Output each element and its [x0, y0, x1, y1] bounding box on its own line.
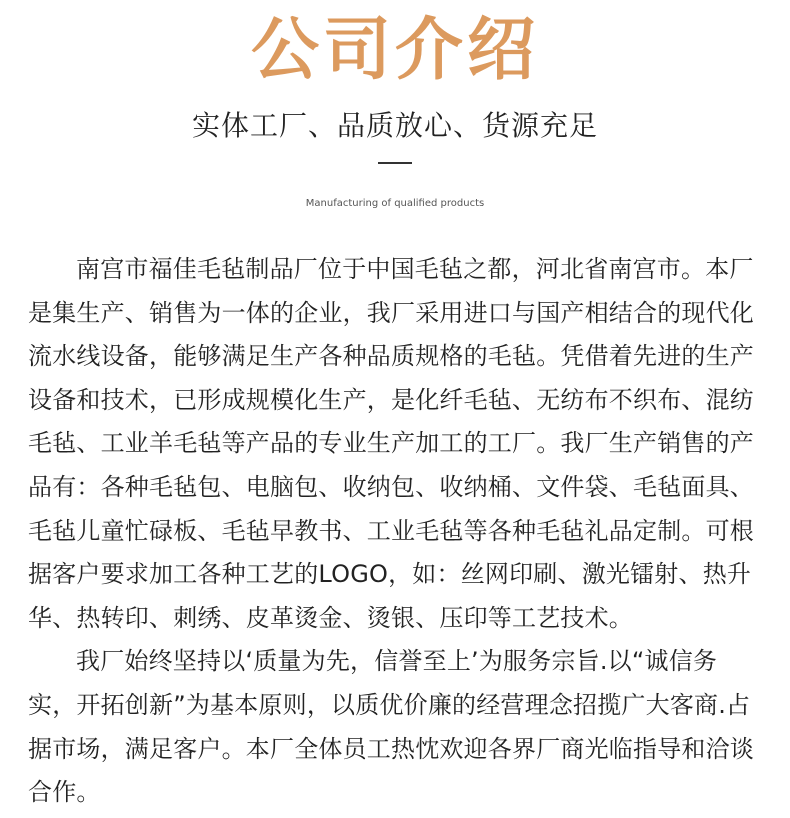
intro-paragraph-1: [28, 248, 768, 640]
text-line: 实，开拓创新”为基本原则，以质优价廉的经营理念招揽广大客商.占: [28, 690, 751, 719]
text-line: 据市场，满足客户。本厂全体员工热忱欢迎各界厂商光临指导和洽谈: [28, 734, 754, 763]
text-line: 是集生产、销售为一体的企业，我厂采用进口与国产相结合的现代化: [28, 298, 754, 327]
text-line: 合作。: [28, 778, 101, 807]
page-subtitle: 实体工厂、品质放心、货源充足: [191, 109, 598, 142]
text-line: 华、热转印、刺绣、皮革烫金、烫银、压印等工艺技术。: [28, 603, 633, 632]
company-intro-body: [28, 248, 768, 815]
text-line: 毛毡、工业羊毛毡等产品的专业生产加工的工厂。我厂生产销售的产: [28, 429, 754, 458]
intro-paragraph-2: [28, 640, 768, 814]
text-line: 流水线设备，能够满足生产各种品质规格的毛毡。凭借着先进的生产: [28, 342, 754, 371]
text-line: 我厂始终坚持以‘质量为先，信誉至上’为服务宗旨.以“诚信务: [76, 647, 718, 676]
english-caption: Manufacturing of qualified products: [305, 198, 485, 209]
text-line: 据客户要求加工各种工艺的LOGO，如：丝网印刷、激光镭射、热升: [28, 560, 752, 589]
text-line: 品有：各种毛毡包、电脑包、收纳包、收纳桶、文件袋、毛毡面具、: [28, 472, 754, 501]
text-line: 设备和技术，已形成规模化生产，是化纤毛毡、无纺布不织布、混纺: [28, 385, 754, 414]
text-line: 毛毡儿童忙碌板、毛毡早教书、工业毛毡等各种毛毡礼品定制。可根: [28, 516, 754, 545]
page-title: 公司介绍: [250, 11, 539, 90]
text-line: 南宫市福佳毛毡制品厂位于中国毛毡之都，河北省南宫市。本厂: [76, 255, 754, 283]
divider: [378, 162, 412, 164]
